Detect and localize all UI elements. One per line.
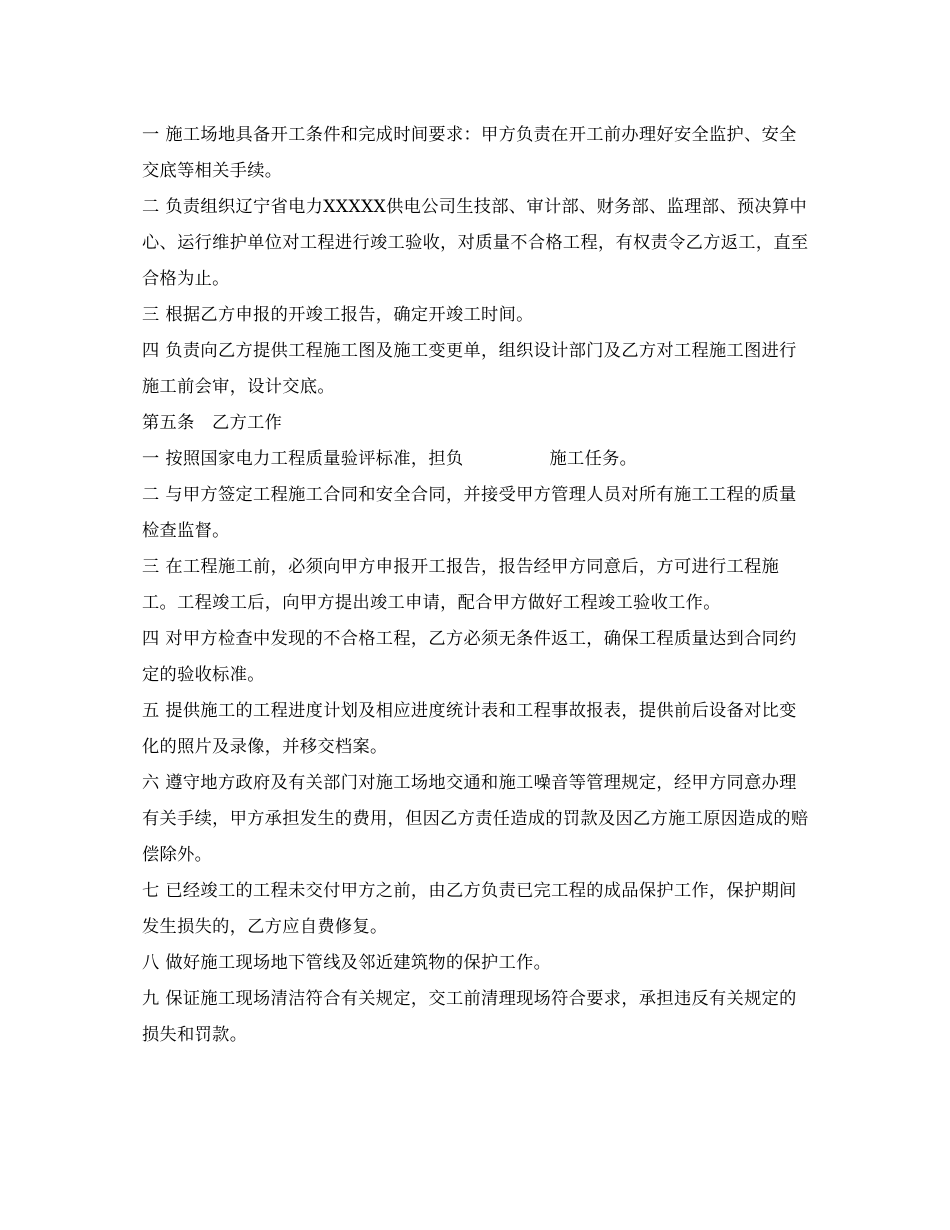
paragraph-party-a-1: 一 施工场地具备开工条件和完成时间要求：甲方负责在开工前办理好安全监护、安全交底等相关手续。 [142,125,797,181]
article-five-item-8: 八 做好施工现场地下管线及邻近建筑物的保护工作。 [142,953,552,973]
article-five-item-9: 九 保证施工现场清洁符合有关规定，交工前清理现场符合要求，承担违反有关规定的损失和罚款。 [142,989,797,1045]
paragraph-party-a-3: 三 根据乙方申报的开竣工报告，确定开竣工时间。 [142,305,534,325]
document-body [142,117,814,1053]
article-five-item-4: 四 对甲方检查中发现的不合格工程，乙方必须无条件返工，确保工程质量达到合同约定的验收标准。 [142,629,797,685]
article-five-item-1-text-after: 施工任务。 [549,449,638,469]
article-five-heading: 第五条 乙方工作 [142,413,283,433]
article-five-item-6: 六 遵守地方政府及有关部门对施工场地交通和施工噪音等管理规定，经甲方同意办理有关手续，甲方承担发生的费用，但因乙方责任造成的罚款及因乙方施工原因造成的赔偿除外。 [142,773,809,865]
article-five-item-7: 七 已经竣工的工程未交付甲方之前，由乙方负责已完工程的成品保护工作，保护期间发生损失的，乙方应自费修复。 [142,881,797,937]
article-five-item-1 [142,441,814,477]
paragraph-party-a-4: 四 负责向乙方提供工程施工图及施工变更单，组织设计部门及乙方对工程施工图进行施工前会审，设计交底。 [142,341,797,397]
article-five-item-2: 二 与甲方签定工程施工合同和安全合同，并接受甲方管理人员对所有施工工程的质量检查监督。 [142,485,797,541]
paragraph-party-a-2: 二 负责组织辽宁省电力XXXXX供电公司生技部、审计部、财务部、监理部、预决算中心、运行维护单位对工程进行竣工验收，对质量不合格工程，有权责令乙方返工，直至合格为止。 [142,197,809,289]
article-five-item-5: 五 提供施工的工程进度计划及相应进度统计表和工程事故报表，提供前后设备对比变化的照片及录像，并移交档案。 [142,701,797,757]
article-five-item-1-text-before: 一 按照国家电力工程质量验评标准，担负 [142,449,464,469]
article-five-item-3: 三 在工程施工前，必须向甲方申报开工报告，报告经甲方同意后，方可进行工程施工。工程竣工后，向甲方提出竣工申请，配合甲方做好工程竣工验收工作。 [142,557,780,613]
